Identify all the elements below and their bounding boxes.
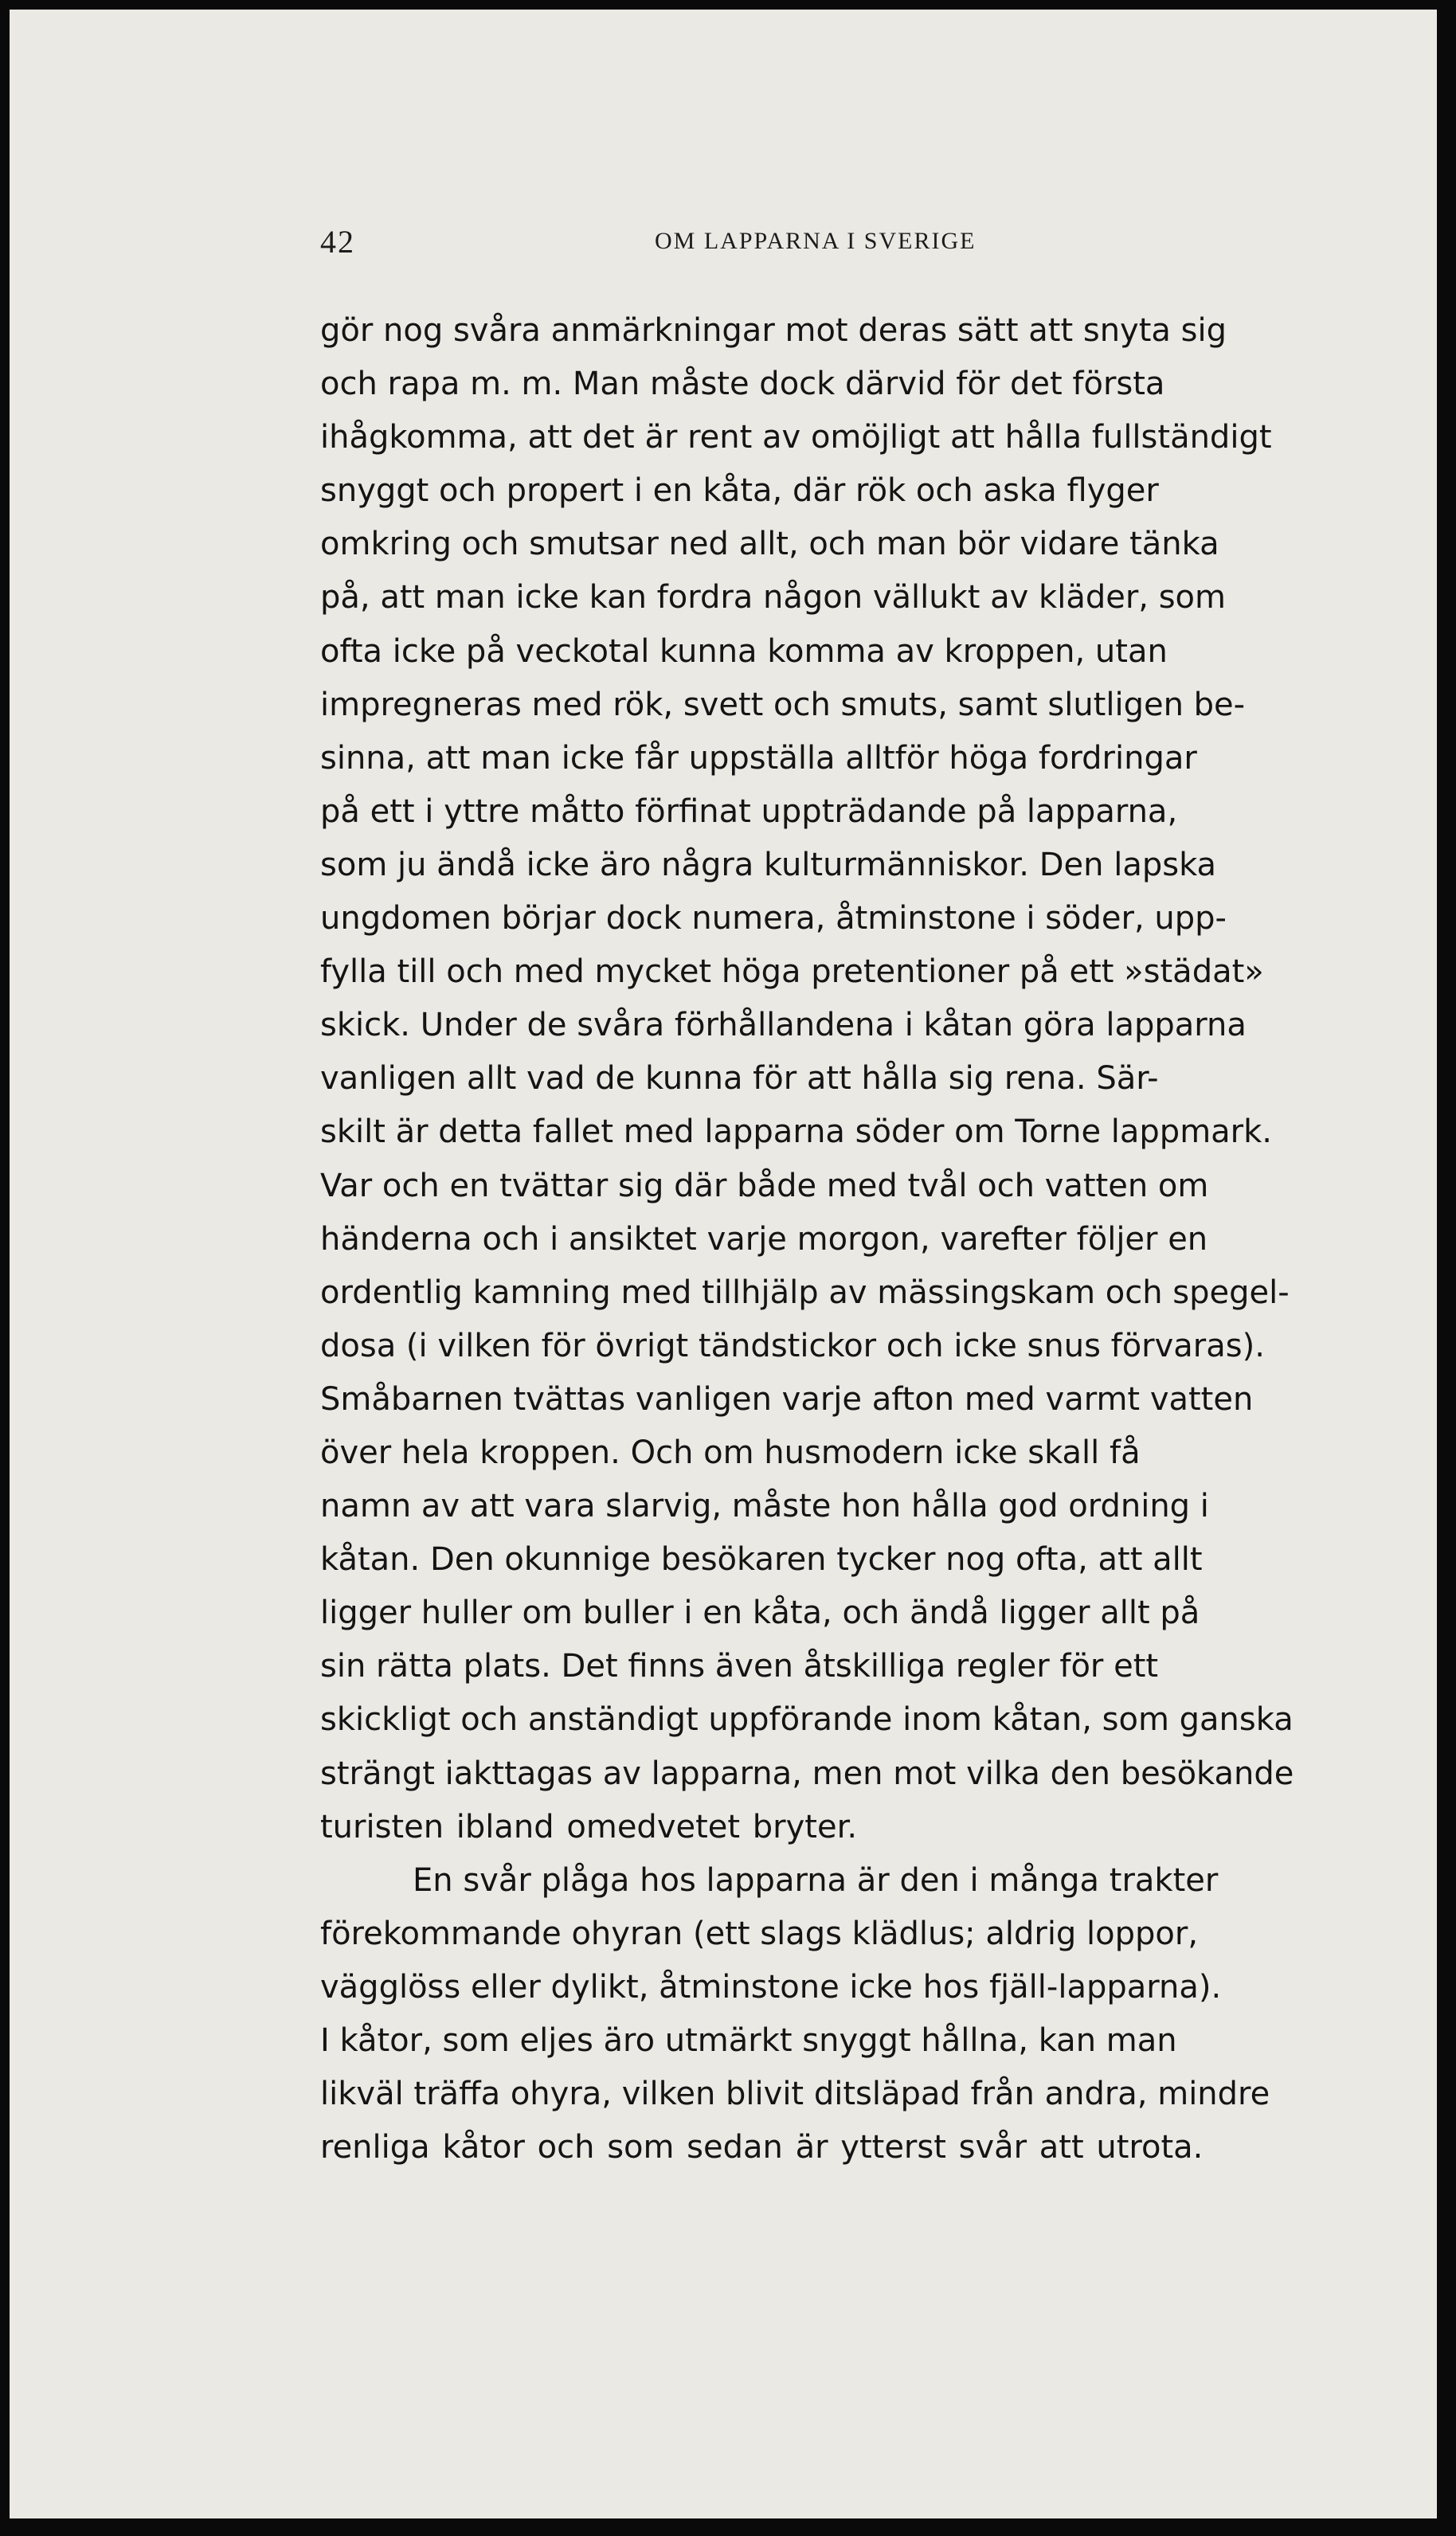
text-line: renliga kåtor och som sedan är ytterst svår att utrota. — [320, 2129, 1204, 2166]
text-line: skick. Under de svåra förhållandena i kåtan göra lapparna — [320, 1007, 1247, 1044]
text-line: turisten ibland omedvetet bryter. — [320, 1808, 858, 1845]
text-line: fylla till och med mycket höga pretentioner på ett »städat» — [320, 953, 1264, 991]
text-line: skilt är detta fallet med lapparna söder om Torne lappmark. — [320, 1113, 1272, 1151]
text-line: som ju ändå icke äro några kulturmänniskor. Den lapska — [320, 846, 1217, 883]
text-line: likväl träffa ohyra, vilken blivit ditsläpad från andra, mindre — [320, 2076, 1270, 2113]
text-line: ofta icke på veckotal kunna komma av kroppen, utan — [320, 632, 1168, 670]
text-line: förekommande ohyran (ett slags klädlus; aldrig loppor, — [320, 1915, 1199, 1952]
text-line: ihågkomma, att det är rent av omöjligt att hålla fullständigt — [320, 419, 1272, 456]
text-line: vanligen allt vad de kunna för att hålla sig rena. Sär- — [320, 1060, 1159, 1098]
text-line: I kåtor, som eljes äro utmärkt snyggt hållna, kan man — [320, 2022, 1177, 2059]
text-line: snyggt och propert i en kåta, där rök och aska flyger — [320, 472, 1159, 510]
text-line: händerna och i ansiktet varje morgon, varefter följer en — [320, 1220, 1208, 1258]
text-line: namn av att vara slarvig, måste hon hålla god ordning i — [320, 1488, 1209, 1525]
running-title: OM LAPPARNA I SVERIGE — [655, 228, 977, 254]
text-line: dosa (i vilken för övrigt tändstickor och icke snus förvaras). — [320, 1327, 1265, 1364]
text-line: strängt iakttagas av lapparna, men mot vilka den besökande — [320, 1755, 1294, 1792]
text-line: gör nog svåra anmärkningar mot deras sätt att snyta sig — [320, 312, 1227, 349]
book-page — [10, 10, 1437, 2518]
body-text — [320, 304, 1423, 2174]
text-line: sin rätta plats. Det finns även åtskilliga regler för ett — [320, 1648, 1159, 1685]
text-line: omkring och smutsar ned allt, och man bör vidare tänka — [320, 526, 1219, 563]
text-line: ungdomen börjar dock numera, åtminstone i söder, upp- — [320, 900, 1227, 937]
running-head — [320, 223, 1137, 263]
text-line: sinna, att man icke får uppställa alltför höga fordringar — [320, 739, 1197, 777]
text-line: skickligt och anständigt uppförande inom kåtan, som ganska — [320, 1701, 1294, 1739]
text-line: över hela kroppen. Och om husmodern icke skall få — [320, 1434, 1141, 1471]
text-line: Småbarnen tvättas vanligen varje afton med varmt vatten — [320, 1380, 1254, 1418]
text-line: En svår plåga hos lapparna är den i många trakter — [413, 1861, 1219, 1899]
text-line: på, att man icke kan fordra någon vällukt av kläder, som — [320, 579, 1226, 616]
text-line: ligger huller om buller i en kåta, och ändå ligger allt på — [320, 1595, 1200, 1632]
text-line: kåtan. Den okunnige besökaren tycker nog ofta, att allt — [320, 1541, 1203, 1579]
text-line: ordentlig kamning med tillhjälp av mässingskam och spegel- — [320, 1274, 1290, 1311]
text-line: på ett i yttre måtto förfinat uppträdande på lapparna, — [320, 792, 1178, 830]
text-line: vägglöss eller dylikt, åtminstone icke hos fjäll-lapparna). — [320, 1968, 1222, 2006]
text-line: och rapa m. m. Man måste dock därvid för det första — [320, 366, 1165, 403]
text-line: impregneras med rök, svett och smuts, samt slutligen be- — [320, 686, 1246, 723]
page-number: 42 — [320, 224, 355, 260]
text-line: Var och en tvättar sig där både med tvål och vatten om — [320, 1167, 1209, 1204]
